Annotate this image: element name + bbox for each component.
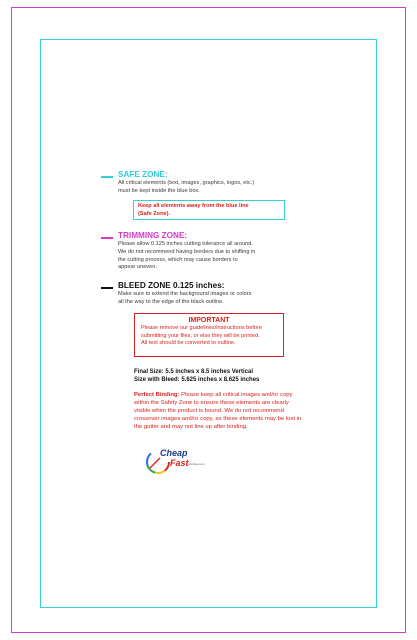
safe-zone-section: [118, 169, 308, 196]
perfect-binding-text: Please keep all critical images and/or copy within the Safety Zone to ensure these elements are clearly visible when the product is bound. We do not recommend crossover images and/or copy, as these elements may be lost in the gutter and may not line up after binding.: [134, 392, 302, 430]
important-title: IMPORTANT: [188, 317, 230, 324]
important-text: Please remove our guidelines/instructions before submitting your files, or else they will be printed. All text should be converted to outline.: [141, 325, 262, 347]
important-box: [134, 313, 284, 357]
safe-zone-marker: [101, 176, 113, 178]
trimming-zone-text: Please allow 0.125 inches cutting tolerance all around. We do not recommend having borders due to shifting in the cutting process, which may cause borders to appear uneven.: [118, 241, 256, 271]
trimming-zone-title: TRIMMING ZONE:: [118, 231, 188, 240]
size-info: [134, 368, 259, 384]
bleed-zone-section: [118, 280, 308, 307]
cheap-fast-printing-logo: [142, 446, 212, 476]
logo-suffix: printing.com: [188, 462, 205, 466]
safe-zone-callout: Keep all elements away from the blue line (Safe Zone).: [133, 200, 285, 220]
safe-zone-text: All critical elements (text, images, graphics, logos, etc.) must be kept inside the blue box.: [118, 180, 255, 194]
bleed-zone-text: Make sure to extend the background images or colors all the way to the edge of the black outline.: [118, 291, 252, 305]
perfect-binding-note: [134, 391, 306, 431]
final-size: Final Size: 5.5 inches x 8.5 inches Vertical: [134, 369, 254, 375]
bleed-size: Size with Bleed: 5.625 inches x 8.625 inches: [134, 377, 260, 383]
perfect-binding-label: Perfect Binding:: [134, 392, 180, 398]
bleed-zone-marker: [101, 287, 113, 289]
trimming-zone-section: [118, 230, 308, 272]
safe-zone-title: SAFE ZONE:: [118, 170, 168, 179]
bleed-zone-title: BLEED ZONE 0.125 inches:: [118, 281, 225, 290]
logo-word-cheap: Cheap: [160, 448, 188, 458]
trimming-zone-marker: [101, 237, 113, 239]
logo-word-fast: Fast: [170, 458, 189, 468]
